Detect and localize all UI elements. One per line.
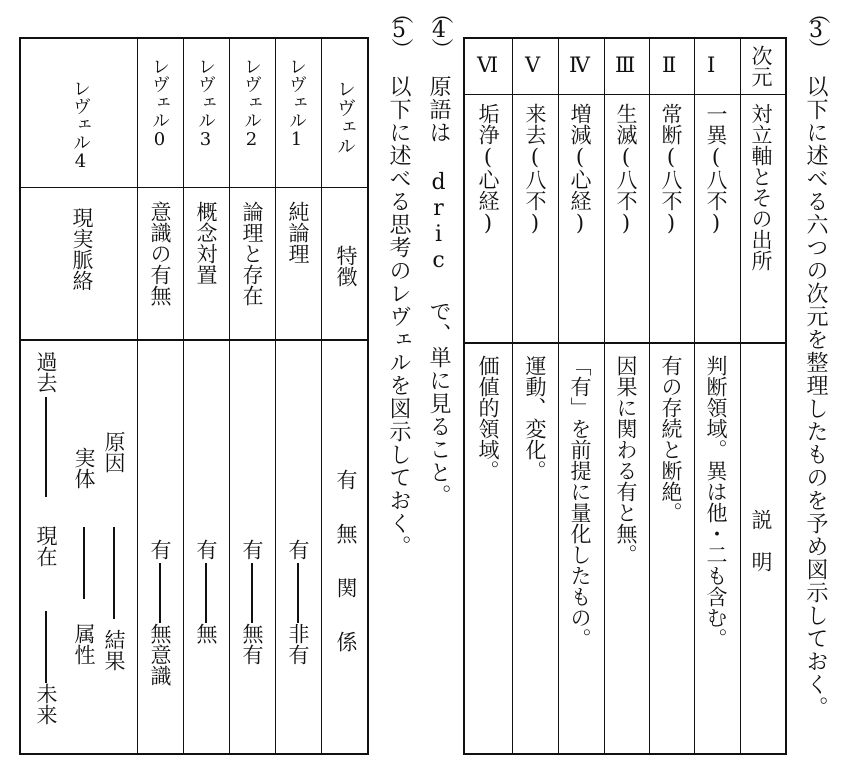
level-label: レヴェル4 [70,79,91,172]
note-3-paren-open: ︵ [805,2,830,24]
relation-right: 無有 [240,623,264,665]
note-4-text: 原語は dric で、単に見ること。 [426,75,451,507]
relation-left: 有 [240,539,264,560]
level-feature: 純論理 [286,201,310,264]
dimension-axis: 来去(八不) [523,103,547,235]
dimension-description: 因果に関わる有と無。 [614,355,638,565]
relation-left: 有 [286,539,310,560]
level-label: レヴェル0 [149,57,170,150]
note-4-number: 4 [432,18,446,43]
header-feature: 特徴 [334,245,358,287]
note-3 [796,0,836,767]
dimension-axis: 増減(心経) [568,103,592,235]
level-feature: 現実脈絡 [70,207,94,291]
relation-left: 有 [148,539,172,560]
note-5-paren-close: ︶ [388,38,413,60]
dimension-description: 「有」を前提に量化したもの。 [568,355,592,649]
header-level: レヴェル [334,79,356,155]
timeline-future: 未来 [34,683,58,725]
relation-right: 無意識 [148,623,172,686]
dimension-axis: 常断(八不) [659,103,683,235]
header-description: 説 明 [749,509,773,572]
dimension-number: Ⅳ [569,53,590,77]
level-label: レヴェル3 [195,57,216,150]
attribute-label: 属性 [72,623,96,665]
dimension-description: 運動、変化。 [523,355,547,481]
dimension-number: Ⅵ [477,53,499,77]
note-3-text: 以下に述べる六つの次元を整理したものを予め図示しておく。 [803,75,828,719]
level-label: レヴェル2 [241,57,262,150]
dimension-description: 有の存続と断絶。 [659,355,683,523]
cause-label: 原因 [102,431,126,473]
note-3-paren-close: ︶ [805,38,830,60]
timeline-past: 過去 [34,351,58,393]
note-5 [380,0,418,767]
note-4 [420,0,458,767]
relation-right: 無 [194,623,218,644]
note-3-number: 3 [809,18,823,43]
level-label: レヴェル1 [286,57,307,150]
level-feature: 論理と存在 [240,201,264,306]
effect-label: 結果 [102,629,126,671]
dimension-table [463,37,787,755]
note-4-paren-open: ︵ [428,2,453,24]
dimension-number: Ⅴ [525,53,541,77]
header-relation: 有 無 関 係 [334,469,358,658]
timeline-present: 現在 [34,525,58,567]
dimension-description: 判断領域。異は他・二も含む。 [704,355,728,649]
relation-right: 非有 [286,623,310,665]
relation-left: 有 [194,539,218,560]
dimension-number: Ⅱ [662,53,677,77]
note-5-number: 5 [392,18,406,43]
header-axis: 対立軸とその出所 [749,103,773,271]
note-5-paren-open: ︵ [388,2,413,24]
dimension-axis: 垢浄(心経) [476,103,500,235]
note-4-paren-close: ︶ [428,38,453,60]
level-feature: 概念対置 [194,201,218,285]
level-table [19,37,369,755]
note-5-text: 以下に述べる思考のレヴェルを図示しておく。 [386,75,411,558]
header-dimension: 次元 [749,45,773,87]
entity-label: 実体 [72,447,96,489]
level-feature: 意識の有無 [148,201,172,306]
dimension-axis: 生滅(八不) [614,103,638,235]
dimension-number: Ⅲ [615,53,636,77]
dimension-description: 価値的領域。 [476,355,500,481]
dimension-number: Ⅰ [707,53,716,77]
dimension-axis: 一異(八不) [704,103,728,235]
